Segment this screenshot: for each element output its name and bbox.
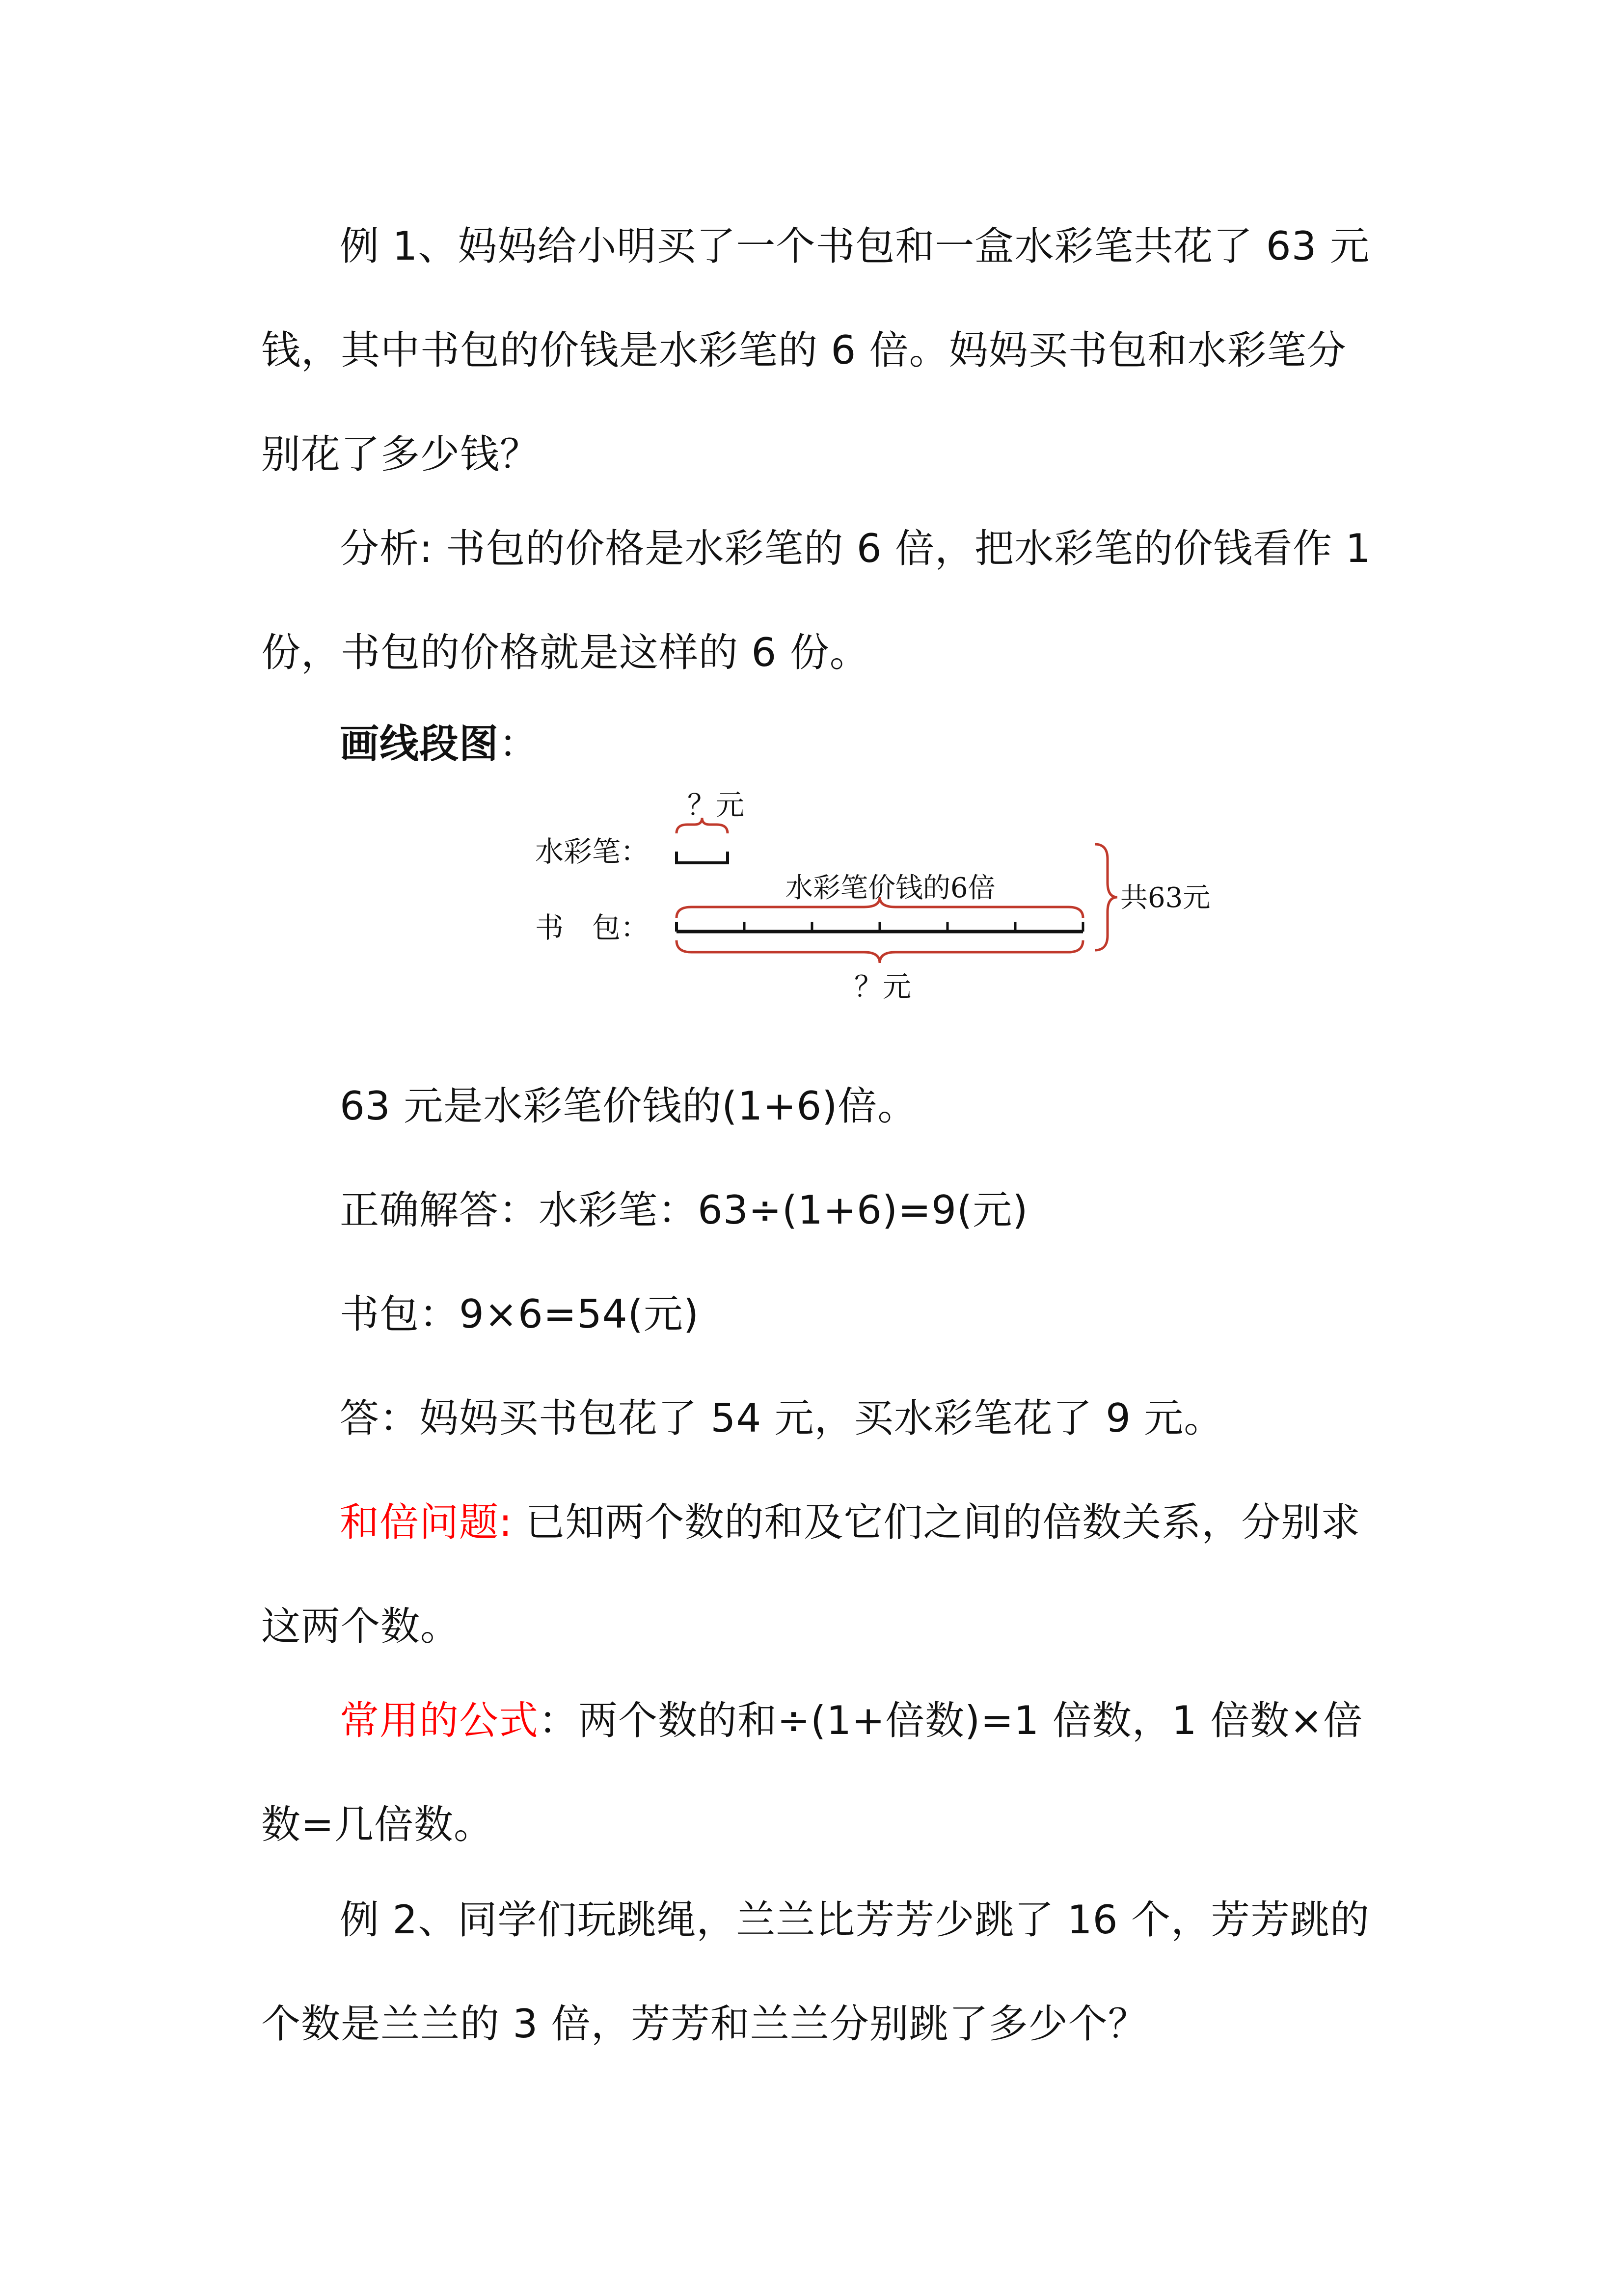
bag-bottom-brace <box>677 940 1083 963</box>
line-segment-diagram <box>457 775 1281 1031</box>
diagram-heading-bold: 画线段图 <box>340 721 499 767</box>
formula-paragraph <box>261 1669 1380 1877</box>
total-label: 共63元 <box>1120 882 1211 914</box>
bag-label: 书 包： <box>535 911 650 944</box>
example-2-text: 例 2、同学们玩跳绳，兰兰比芳芳少跳了 16 个，芳芳跳的个数是兰兰的 3 倍，芳芳和兰兰分别跳了多少个？ <box>261 1897 1370 2047</box>
example-1-text: 例 1、妈妈给小明买了一个书包和一盒水彩笔共花了 63 元钱，其中书包的价钱是水彩笔的 6 倍。妈妈买书包和水彩笔分别花了多少钱？ <box>261 223 1370 477</box>
bag-top-brace <box>677 897 1083 918</box>
total-brace <box>1095 844 1117 950</box>
solution-line-1: 63 元是水彩笔价钱的(1+6)倍。 <box>340 1083 918 1129</box>
answer-line: 答：妈妈买书包花了 54 元，买水彩笔花了 9 元。 <box>340 1395 1224 1441</box>
formula-text: ：两个数的和÷(1+倍数)=1 倍数，1 倍数×倍数=几倍数。 <box>261 1698 1363 1847</box>
bag-price-question: ？元 <box>854 970 912 1003</box>
pen-label: 水彩笔： <box>535 835 650 868</box>
definition-paragraph <box>261 1470 1380 1679</box>
definition-text: 已知两个数的和及它们之间的倍数关系，分别求这两个数。 <box>261 1499 1361 1649</box>
pen-segment <box>677 852 728 863</box>
formula-term: 常用的公式 <box>340 1698 539 1743</box>
definition-term: 和倍问题: <box>340 1499 513 1545</box>
analysis-text: 分析: 书包的价格是水彩笔的 6 倍，把水彩笔的价钱看作 1 份，书包的价格就是这样的 6 份。 <box>261 526 1371 675</box>
pen-price-question: ？元 <box>687 788 745 822</box>
bag-multiple-label: 水彩笔价钱的6倍 <box>785 872 996 904</box>
solution-line-3: 书包：9×6=54(元) <box>340 1291 700 1337</box>
diagram-heading-colon: ： <box>499 721 539 767</box>
solution-line-2: 正确解答：水彩笔：63÷(1+6)=9(元) <box>340 1187 1029 1233</box>
